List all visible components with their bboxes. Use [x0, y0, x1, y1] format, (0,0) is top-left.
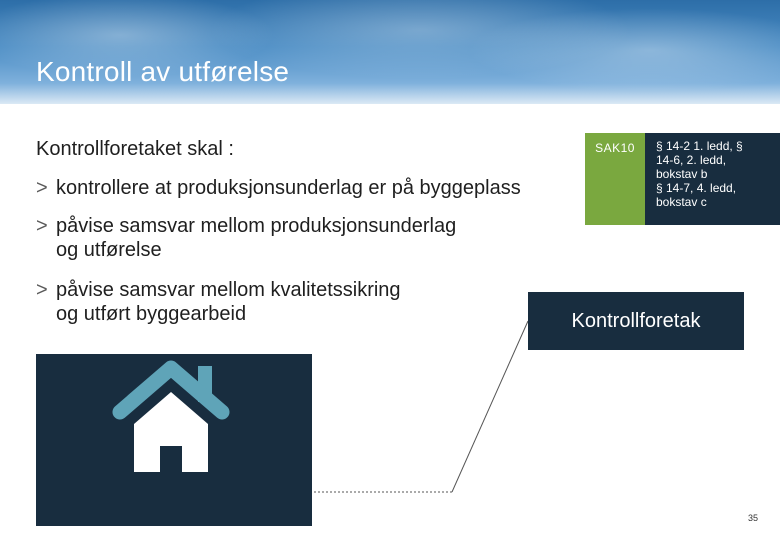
house-icon — [36, 354, 312, 526]
page-number: 35 — [748, 513, 759, 523]
reference-line: bokstav c — [656, 195, 707, 209]
chevron-right-icon: > — [36, 177, 48, 199]
bullet-text: påvise samsvar mellom kvalitetssikring — [56, 279, 401, 301]
bullet-item — [36, 214, 576, 262]
page-title: Kontroll av utførelse — [36, 56, 290, 87]
bullet-item — [36, 278, 576, 326]
kontrollforetak-box: Kontrollforetak — [528, 292, 744, 350]
regulation-references — [645, 133, 780, 225]
bullet-text-continued: og utført byggearbeid — [56, 303, 247, 325]
sak10-badge: SAK10 — [585, 133, 645, 225]
header-banner — [0, 0, 780, 104]
reference-line: 14-6, 2. ledd, — [656, 153, 727, 167]
reference-line: bokstav b — [656, 167, 708, 181]
bullet-text: påvise samsvar mellom produksjonsunderlag — [56, 215, 457, 237]
reference-line: § 14-7, 4. ledd, — [656, 181, 737, 195]
house-panel — [36, 354, 312, 526]
bullet-text-continued: og utførelse — [56, 239, 162, 261]
intro-text: Kontrollforetaket skal : — [36, 138, 234, 160]
chevron-right-icon: > — [36, 215, 48, 237]
bullet-text: kontrollere at produksjonsunderlag er på byggeplass — [56, 177, 521, 199]
chevron-right-icon: > — [36, 279, 48, 301]
reference-line: § 14-2 1. ledd, § — [656, 139, 743, 153]
bullet-item — [36, 176, 576, 200]
